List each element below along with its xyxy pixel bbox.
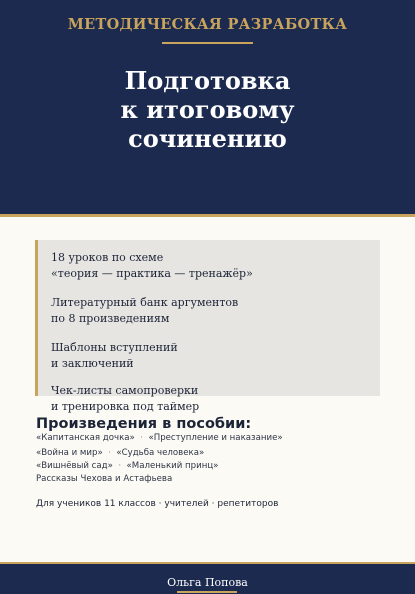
works-separator: · (118, 461, 122, 471)
works-separator: · (140, 433, 143, 443)
work-title: «Преступление и наказание» (148, 433, 283, 443)
author-underline (177, 591, 237, 593)
feature-item (51, 295, 238, 327)
feature-line: по 8 произведениям (51, 312, 170, 325)
feature-line: Шаблоны вступлений (51, 341, 178, 354)
works-line (36, 433, 283, 443)
cover-kicker: МЕТОДИЧЕСКАЯ РАЗРАБОТКА (67, 16, 348, 33)
works-line (36, 461, 218, 471)
work-title: «Война и мир» (36, 448, 103, 458)
audience-line: Для учеников 11 классов · учителей · репетиторов (36, 499, 279, 509)
feature-line: «теория — практика — тренажёр» (51, 267, 253, 280)
features-panel (35, 240, 380, 413)
feature-item (51, 250, 253, 282)
feature-item (51, 383, 199, 415)
feature-line: 18 уроков по схеме (51, 251, 164, 264)
feature-line: и заключений (51, 357, 134, 370)
header-gold-line (0, 214, 415, 217)
feature-line: Литературный банк аргументов (51, 296, 239, 309)
gold-divider (162, 42, 253, 44)
title-line: к итоговому (120, 95, 295, 124)
works-extra: Рассказы Чехова и Астафьева (36, 474, 173, 484)
feature-line: Чек-листы самопроверки (51, 384, 199, 397)
work-title: «Маленький принц» (126, 461, 219, 471)
works-separator: · (108, 448, 111, 458)
footer-gold-line (0, 562, 415, 564)
work-title: «Капитанская дочка» (36, 433, 135, 443)
work-title: «Судьба человека» (116, 448, 205, 458)
works-heading: Произведения в пособии: (36, 416, 252, 432)
feature-line: и тренировка под таймер (51, 400, 200, 413)
work-title: «Вишнёвый сад» (36, 461, 113, 471)
works-line (36, 448, 204, 458)
feature-item (51, 340, 178, 372)
author-name: Ольга Попова (167, 576, 248, 589)
title-line: Подготовка (124, 66, 291, 95)
book-title (0, 66, 415, 153)
title-line: сочинению (128, 124, 287, 153)
